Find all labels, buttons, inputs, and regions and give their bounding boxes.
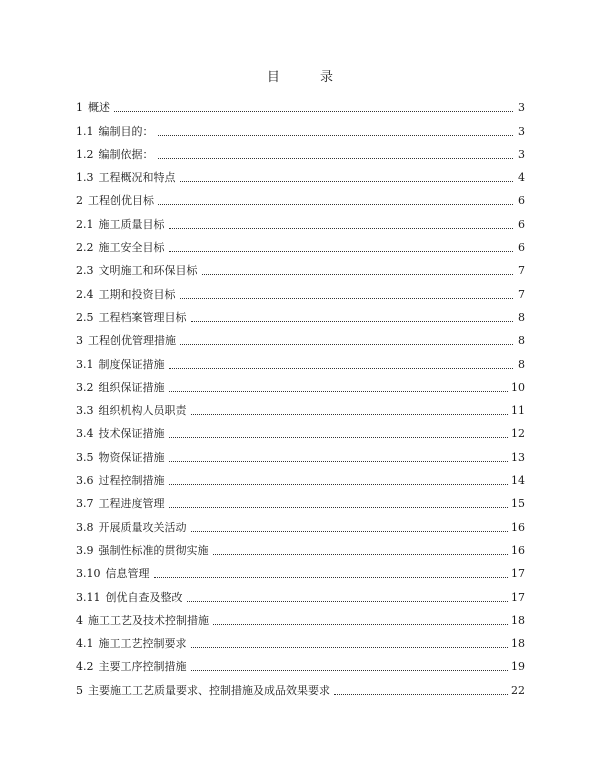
toc-entry-number: 2.4	[76, 287, 94, 301]
toc-entry-title: 制度保证措施	[98, 357, 165, 371]
toc-dot-leader	[213, 623, 508, 625]
toc-dot-leader	[169, 227, 514, 229]
toc-entry-page-number: 14	[511, 474, 525, 488]
toc-dot-leader	[169, 483, 509, 485]
toc-entry-number: 3.8	[76, 520, 94, 534]
toc-entry-page-number: 8	[518, 334, 525, 348]
toc-dot-leader	[158, 157, 514, 159]
toc-entry-page-number: 22	[511, 683, 525, 697]
toc-entry-title: 施工工艺控制要求	[98, 637, 187, 651]
toc-entry-number: 4	[76, 613, 83, 627]
toc-entry-page-number: 8	[518, 310, 525, 324]
toc-list	[76, 92, 525, 698]
toc-entry-page-number: 6	[518, 194, 525, 208]
toc-entry-title: 强制性标准的贯彻实施	[98, 543, 209, 557]
toc-entry-title: 主要施工工艺质量要求、控制措施及成品效果要求	[88, 683, 330, 697]
toc-entry-title: 物资保证措施	[98, 450, 165, 464]
toc-entry[interactable]	[76, 372, 525, 395]
toc-dot-leader	[180, 180, 514, 182]
toc-entry-title: 编制依据：	[98, 147, 154, 161]
toc-entry-page-number: 13	[511, 450, 525, 464]
toc-dot-leader	[169, 250, 514, 252]
toc-entry-number: 4.2	[76, 660, 94, 674]
toc-entry[interactable]	[76, 674, 525, 697]
toc-dot-leader	[158, 134, 514, 136]
toc-entry-number: 3.11	[76, 590, 101, 604]
toc-entry-number: 3.1	[76, 357, 94, 371]
toc-entry-number: 3.2	[76, 380, 94, 394]
toc-entry[interactable]	[76, 395, 525, 418]
toc-entry-page-number: 8	[518, 357, 525, 371]
toc-entry-title: 工期和投资目标	[98, 287, 176, 301]
toc-title: 目 录	[266, 70, 352, 85]
toc-dot-leader	[169, 436, 509, 438]
toc-entry-number: 2.5	[76, 310, 94, 324]
toc-entry-title: 工程概况和特点	[98, 171, 176, 185]
toc-entry-title: 过程控制措施	[98, 474, 165, 488]
toc-dot-leader	[191, 413, 509, 415]
toc-entry-number: 3.3	[76, 404, 94, 418]
toc-entry-number: 2.1	[76, 217, 94, 231]
toc-entry[interactable]	[76, 628, 525, 651]
toc-entry-number: 3	[76, 334, 83, 348]
toc-dot-leader	[191, 646, 509, 648]
toc-entry-title: 主要工序控制措施	[98, 660, 187, 674]
toc-entry[interactable]	[76, 255, 525, 278]
toc-entry-number: 1	[76, 101, 83, 115]
toc-entry-number: 3.7	[76, 497, 94, 511]
toc-entry[interactable]	[76, 558, 525, 581]
toc-entry-page-number: 17	[511, 567, 525, 581]
toc-dot-leader	[169, 367, 514, 369]
toc-dot-leader	[169, 506, 509, 508]
toc-entry-page-number: 3	[518, 101, 525, 115]
toc-entry-page-number: 10	[511, 380, 525, 394]
toc-entry-page-number: 11	[511, 404, 525, 418]
toc-entry-page-number: 18	[511, 613, 525, 627]
toc-entry-page-number: 4	[518, 171, 525, 185]
toc-entry-number: 2.2	[76, 241, 94, 255]
toc-entry-page-number: 3	[518, 124, 525, 138]
toc-entry[interactable]	[76, 581, 525, 604]
toc-entry-title: 创优自查及整改	[105, 590, 183, 604]
toc-dot-leader	[169, 390, 509, 392]
toc-dot-leader	[334, 693, 508, 695]
toc-entry[interactable]	[76, 418, 525, 441]
toc-entry-number: 2	[76, 194, 83, 208]
toc-entry-page-number: 16	[511, 520, 525, 534]
toc-entry-title: 施工工艺及技术控制措施	[88, 613, 209, 627]
toc-entry-page-number: 19	[511, 660, 525, 674]
toc-entry-page-number: 16	[511, 543, 525, 557]
toc-entry-title: 信息管理	[105, 567, 150, 581]
toc-dot-leader	[202, 273, 514, 275]
toc-dot-leader	[114, 110, 513, 112]
toc-entry-page-number: 7	[518, 264, 525, 278]
toc-dot-leader	[154, 576, 509, 578]
toc-entry[interactable]	[76, 488, 525, 511]
toc-entry-number: 3.6	[76, 474, 94, 488]
toc-entry[interactable]	[76, 348, 525, 371]
toc-dot-leader	[169, 460, 509, 462]
toc-entry-title: 工程进度管理	[98, 497, 165, 511]
toc-entry-number: 1.2	[76, 147, 94, 161]
toc-entry-page-number: 18	[511, 637, 525, 651]
toc-entry[interactable]	[76, 511, 525, 534]
toc-entry[interactable]	[76, 605, 525, 628]
toc-entry[interactable]	[76, 535, 525, 558]
toc-entry-page-number: 15	[511, 497, 525, 511]
toc-entry-title: 开展质量攻关活动	[98, 520, 187, 534]
toc-entry[interactable]	[76, 92, 525, 115]
toc-entry-title: 工程创优管理措施	[88, 334, 176, 348]
toc-entry-number: 2.3	[76, 264, 94, 278]
toc-entry-page-number: 6	[518, 217, 525, 231]
toc-entry-number: 1.1	[76, 124, 94, 138]
toc-dot-leader	[191, 530, 509, 532]
toc-entry[interactable]	[76, 278, 525, 301]
toc-dot-leader	[180, 343, 513, 345]
toc-entry-title: 组织保证措施	[98, 380, 165, 394]
toc-entry[interactable]	[76, 139, 525, 162]
toc-dot-leader	[191, 669, 509, 671]
toc-dot-leader	[187, 600, 509, 602]
toc-entry[interactable]	[76, 162, 525, 185]
toc-entry-title: 技术保证措施	[98, 427, 165, 441]
toc-dot-leader	[158, 203, 513, 205]
toc-entry[interactable]	[76, 302, 525, 325]
toc-entry[interactable]	[76, 185, 525, 208]
toc-entry-title: 编制目的：	[98, 124, 154, 138]
toc-dot-leader	[191, 320, 514, 322]
toc-entry-page-number: 17	[511, 590, 525, 604]
toc-entry-page-number: 3	[518, 147, 525, 161]
toc-entry-title: 概述	[88, 101, 110, 115]
toc-entry[interactable]	[76, 441, 525, 464]
toc-entry-number: 3.5	[76, 450, 94, 464]
toc-entry-number: 3.4	[76, 427, 94, 441]
toc-entry-title: 组织机构人员职责	[98, 404, 187, 418]
toc-entry[interactable]	[76, 651, 525, 674]
toc-entry[interactable]	[76, 465, 525, 488]
toc-entry-number: 3.9	[76, 543, 94, 557]
toc-entry-number: 3.10	[76, 567, 101, 581]
toc-entry[interactable]	[76, 208, 525, 231]
toc-entry-number: 5	[76, 683, 83, 697]
toc-entry-title: 工程创优目标	[88, 194, 154, 208]
toc-entry-title: 工程档案管理目标	[98, 310, 187, 324]
toc-entry-title: 施工安全目标	[98, 241, 165, 255]
toc-entry[interactable]	[76, 115, 525, 138]
toc-entry-number: 4.1	[76, 637, 94, 651]
toc-entry-number: 1.3	[76, 171, 94, 185]
toc-entry-page-number: 7	[518, 287, 525, 301]
toc-dot-leader	[213, 553, 509, 555]
toc-entry[interactable]	[76, 325, 525, 348]
toc-entry-page-number: 12	[511, 427, 525, 441]
toc-dot-leader	[180, 297, 514, 299]
toc-entry[interactable]	[76, 232, 525, 255]
toc-entry-page-number: 6	[518, 241, 525, 255]
toc-entry-title: 文明施工和环保目标	[98, 264, 198, 278]
toc-entry-title: 施工质量目标	[98, 217, 165, 231]
